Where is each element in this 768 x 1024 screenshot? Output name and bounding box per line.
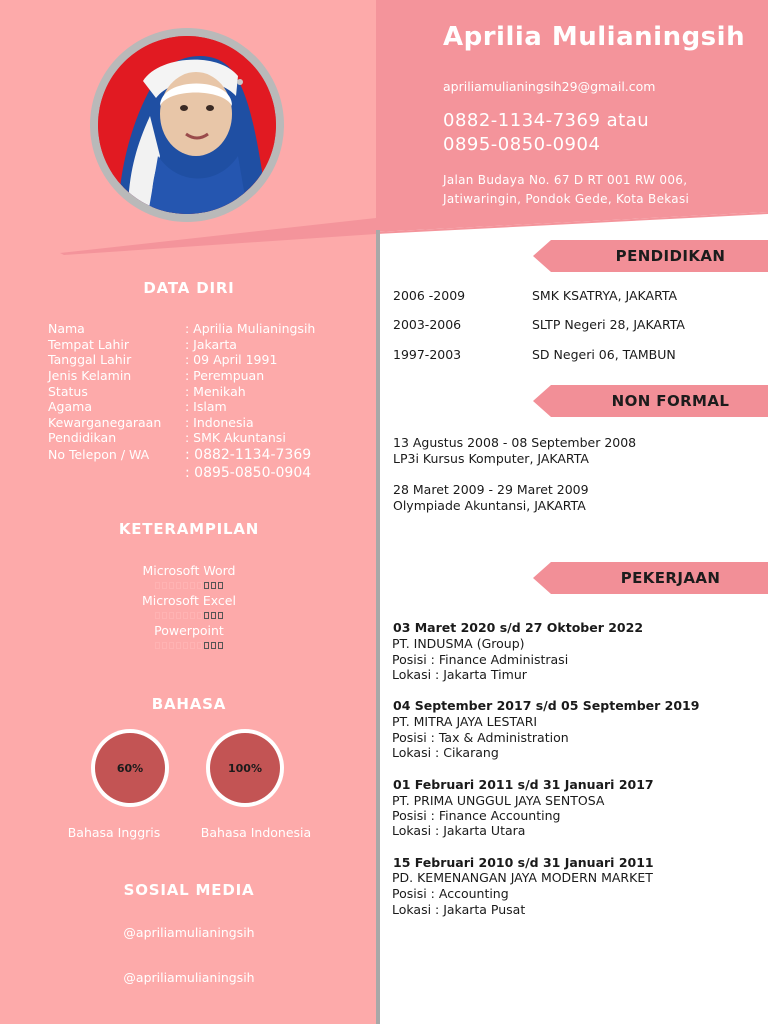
- language-circle: [91, 729, 169, 807]
- rating-box: [190, 612, 195, 619]
- job-location: Lokasi : Jakarta Timur: [392, 667, 527, 682]
- profile-photo: [98, 36, 276, 214]
- rating-box: [211, 582, 216, 589]
- skill-name: Powerpoint: [154, 623, 224, 638]
- data-label: Pendidikan: [48, 430, 117, 445]
- skill-name: Microsoft Excel: [142, 593, 236, 608]
- rating-box: [190, 582, 195, 589]
- rating-box: [169, 642, 174, 649]
- education-school: SD Negeri 06, TAMBUN: [532, 347, 676, 362]
- data-label: Tempat Lahir: [48, 337, 130, 352]
- rating-box: [155, 642, 160, 649]
- section-title-data-diri: DATA DIRI: [143, 279, 235, 297]
- rating-box: [162, 582, 167, 589]
- job-position: Posisi : Finance Administrasi: [392, 652, 569, 667]
- skill-rating: [0, 609, 378, 622]
- education-school: SLTP Negeri 28, JAKARTA: [532, 317, 685, 332]
- job-company: PT. PRIMA UNGGUL JAYA SENTOSA: [392, 793, 605, 808]
- job-company: PD. KEMENANGAN JAYA MODERN MARKET: [392, 870, 653, 885]
- job-company: PT. MITRA JAYA LESTARI: [392, 714, 538, 729]
- data-value: : Islam: [185, 399, 227, 414]
- phone-line-1: 0882-1134-7369 atau: [443, 110, 650, 131]
- skill-rating: [0, 579, 378, 592]
- data-label: Agama: [48, 399, 92, 414]
- social-handle[interactable]: @apriliamulianingsih: [123, 925, 255, 940]
- rating-box: [197, 582, 202, 589]
- language-circle: [206, 729, 284, 807]
- address-line-1: Jalan Budaya No. 67 D RT 001 RW 006,: [443, 173, 688, 187]
- data-value: : SMK Akuntansi: [185, 430, 286, 445]
- person-portrait-icon: [98, 36, 276, 214]
- rating-box: [169, 582, 174, 589]
- candidate-name: Aprilia Mulianingsih: [443, 22, 746, 52]
- job-period: 04 September 2017 s/d 05 September 2019: [393, 698, 700, 713]
- data-value: : Menikah: [185, 384, 246, 399]
- course-name: LP3i Kursus Komputer, JAKARTA: [393, 451, 589, 466]
- section-title-sosial-media: SOSIAL MEDIA: [123, 881, 255, 899]
- email-address: apriliamulianingsih29@gmail.com: [443, 79, 656, 94]
- rating-box: [211, 612, 216, 619]
- rating-box: [155, 612, 160, 619]
- phone-line-2: 0895-0850-0904: [443, 134, 601, 155]
- education-year: 2006 -2009: [393, 288, 466, 303]
- education-school: SMK KSATRYA, JAKARTA: [532, 288, 678, 303]
- course-name: Olympiade Akuntansi, JAKARTA: [393, 498, 586, 513]
- data-value: : Jakarta: [185, 337, 237, 352]
- section-title-non-formal: NON FORMAL: [611, 392, 730, 410]
- rating-box: [204, 582, 209, 589]
- rating-box: [176, 612, 181, 619]
- job-position: Posisi : Finance Accounting: [392, 808, 561, 823]
- job-company: PT. INDUSMA (Group): [392, 636, 525, 651]
- rating-box: [169, 612, 174, 619]
- rating-box: [204, 612, 209, 619]
- rating-box: [176, 642, 181, 649]
- data-value: : Indonesia: [185, 415, 254, 430]
- rating-box: [155, 582, 160, 589]
- language-name: Bahasa Indonesia: [200, 825, 312, 840]
- banner-pekerjaan-label-box: [533, 562, 768, 594]
- rating-box: [218, 612, 223, 619]
- data-value: : 0895-0850-0904: [185, 465, 312, 481]
- rating-box: [162, 642, 167, 649]
- data-label: No Telepon / WA: [48, 447, 150, 462]
- education-year: 1997-2003: [393, 347, 462, 362]
- rating-box: [176, 582, 181, 589]
- language-percent: 60%: [95, 733, 165, 803]
- section-title-pendidikan: PENDIDIKAN: [615, 247, 726, 265]
- address-line-2: Jatiwaringin, Pondok Gede, Kota Bekasi: [443, 192, 690, 206]
- data-value: : 09 April 1991: [185, 352, 278, 367]
- banner-pendidikan-label-box: [533, 240, 768, 272]
- rating-box: [218, 642, 223, 649]
- data-label: Tanggal Lahir: [48, 352, 132, 367]
- course-date: 13 Agustus 2008 - 08 September 2008: [393, 435, 637, 450]
- data-label: Jenis Kelamin: [48, 368, 132, 383]
- rating-box: [162, 612, 167, 619]
- course-date: 28 Maret 2009 - 29 Maret 2009: [393, 482, 589, 497]
- data-value: : Perempuan: [185, 368, 265, 383]
- skill-rating: [0, 639, 378, 652]
- job-period: 03 Maret 2020 s/d 27 Oktober 2022: [393, 620, 644, 635]
- job-position: Posisi : Tax & Administration: [392, 730, 569, 745]
- job-location: Lokasi : Jakarta Utara: [392, 823, 526, 838]
- job-period: 15 Februari 2010 s/d 31 Januari 2011: [393, 855, 654, 870]
- language-name: Bahasa Inggris: [67, 825, 161, 840]
- job-position: Posisi : Accounting: [392, 886, 509, 901]
- rating-box: [204, 642, 209, 649]
- education-year: 2003-2006: [393, 317, 462, 332]
- banner-non-formal-label-box: [533, 385, 768, 417]
- rating-box: [218, 582, 223, 589]
- section-title-keterampilan: KETERAMPILAN: [118, 520, 260, 538]
- skill-name: Microsoft Word: [142, 563, 236, 578]
- data-label: Nama: [48, 321, 85, 336]
- rating-box: [197, 642, 202, 649]
- rating-box: [190, 642, 195, 649]
- language-percent: 100%: [210, 733, 280, 803]
- rating-box: [183, 582, 188, 589]
- job-location: Lokasi : Jakarta Pusat: [392, 902, 526, 917]
- rating-box: [211, 642, 216, 649]
- data-value: : 0882-1134-7369: [185, 447, 312, 463]
- section-title-pekerjaan: PEKERJAAN: [620, 569, 721, 587]
- job-location: Lokasi : Cikarang: [392, 745, 499, 760]
- data-value: : Aprilia Mulianingsih: [185, 321, 316, 336]
- data-label: Kewarganegaraan: [48, 415, 162, 430]
- rating-box: [183, 642, 188, 649]
- section-title-bahasa: BAHASA: [151, 695, 227, 713]
- job-period: 01 Februari 2011 s/d 31 Januari 2017: [393, 777, 654, 792]
- rating-box: [197, 612, 202, 619]
- data-label: Status: [48, 384, 88, 399]
- social-handle[interactable]: @apriliamulianingsih: [123, 970, 255, 985]
- rating-box: [183, 612, 188, 619]
